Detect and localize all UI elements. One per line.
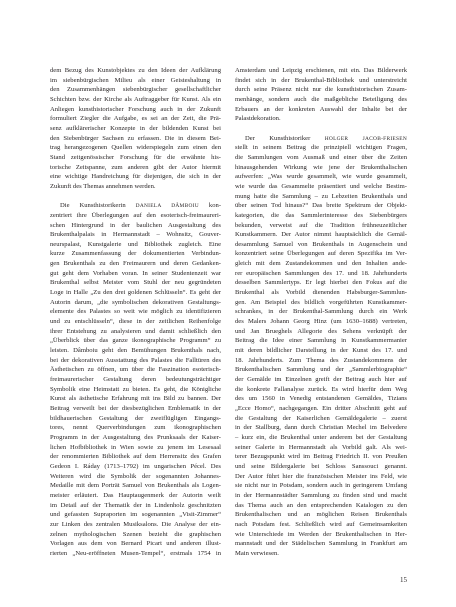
text-line: der renommierten Bibliothek auf dem Herrensitz des Grafen — [50, 453, 221, 461]
text-line: bildhauerischen Gestaltung der zweiflügligen Eingangs- — [50, 414, 221, 422]
text-line: und Jan Brueghels Allegorie des Sehens verknüpft der — [235, 327, 407, 335]
text-line: konzentriert seine Überlegungen auf deren Spezifika im Ver- — [235, 250, 407, 258]
text-line: Schichten bzw. der Kirche als Auftraggeber für Kunst. Als ein — [50, 95, 221, 103]
text-line: schen Hintergrund in der baulichen Ausgestaltung des — [50, 221, 221, 229]
text-line: leisten. Dâmboiu geht den Bemühungen Brukenthals nach, — [50, 347, 221, 355]
text-line: rierten „Neu-eröffneten Musen-Tempel“, erstmals 1754 in — [50, 549, 221, 557]
text-line: die Sammlungen vom Ausmaß und einer über die Zeiten — [235, 153, 407, 161]
text-line: zentriert ihre Überlegungen auf den esoterisch-freimaureri- — [50, 211, 221, 219]
text-line: Beitrag die Idee einer Sammlung in Kunstkammermanier — [235, 337, 407, 345]
text-line: eine wichtige Handreichung für diejenigen, die sich in der — [50, 173, 221, 181]
text-line: Der Autor führt hier die französischen Meister ins Feld, wie — [235, 472, 407, 480]
text-line: kategorien, die das Sammlerinteresse des Siebenbürgers — [235, 211, 407, 219]
text-line: wie Unterschiede im Werden der Brukenthalischen in Her- — [235, 530, 407, 538]
text-line: und zu entschlüsseln“, diese in der zeitlichen Reihenfolge — [50, 318, 221, 326]
text-line: Erbauers an der konkreten Auswahl der Inhalte bei der — [235, 105, 407, 113]
text-line: Ästhetischen zu öffnen, um über die Faszination esoterisch- — [50, 366, 221, 374]
text-line: Palastdekoration. — [235, 115, 281, 123]
text-line: Beitrag verweilt bei der diesbezüglichen Emblematik in der — [50, 404, 221, 412]
paragraph-gap — [50, 192, 221, 202]
text-line: Kunstkammern. Der Autor nimmt hauptsächlich die Gemäl- — [235, 231, 407, 239]
text-line: Brukenthalischen und an möglichen Reisen Brukenthals — [235, 511, 407, 519]
text-line: Loge in Halle „Zu den drei goldenen Schlüsseln“. Es geht der — [50, 289, 221, 297]
text-line: und seine Bildergalerie bei Schloss Sanssouci genannt. — [235, 462, 407, 470]
text-line: gut geht dem Vorhaben voran. In seiner Studentenzeit war — [50, 269, 221, 277]
text-line: und gefassten Supraporten im sogenannten „Visit-Zimmer“ — [50, 511, 221, 519]
text-line: der Gemälde im Einzelnen greift der Beitrag auch hier auf — [235, 376, 407, 383]
paragraph-lead-line — [50, 201, 221, 211]
text-line: wie wurde das Gesammelte präsentiert und welche Bestim- — [235, 182, 407, 190]
author-name: HOLGER JACOB-FRIESEN — [324, 135, 408, 142]
text-line: in der Stallburg, dann durch Christian Mechel im Belvedere — [235, 424, 407, 432]
paragraph-lead-line — [235, 134, 407, 144]
text-line: hinausgehenden Wirkung wie jene der Brukenthalischen — [235, 163, 407, 171]
paragraph — [50, 66, 221, 192]
text-line: sie nicht nur in Potsdam, sondern auch in geringerem Umfang — [235, 482, 407, 490]
text-line: Amsterdam und Leipzig erschienen, mit ein. Das Bilderwerk — [235, 67, 407, 74]
text-line: Vorlagen aus dem von Bernard Picart und anderen illust- — [50, 540, 221, 548]
text-line: des um 1560 in Venedig entstandenen Gemäldes, Tizians — [235, 395, 407, 403]
text-line: Brukenthalpalais in Hermannstadt – Wohnsitz, Gouver- — [50, 231, 221, 239]
text-line: gleich mit dem Zustandekommen und den Inhalten ande- — [235, 260, 407, 268]
text-line: „Ecce Homo“, nachgegangen. Ein dritter Abschnitt geht auf — [235, 404, 407, 412]
text-line: mit deren bildlicher Darstellung in der Kunst des 17. und — [235, 347, 407, 355]
text-line: senz aufklärerischer Konzepte in der bildenden Kunst bei — [50, 124, 221, 132]
text-line: Autorin darum, „die symbolischen dekorativen Gestaltungs- — [50, 298, 221, 306]
text-line: Medaille mit dem Porträt Samuel von Brukenthals als Logen- — [50, 482, 221, 490]
text-line: den Siebenbürger Sachsen zu erfassen. Die in diesem Bei- — [50, 134, 221, 142]
text-line: Main verwiesen. — [235, 549, 279, 557]
text-line: Symbolik eine Heimstatt zu bieten. Es geht, die Königliche — [50, 385, 221, 393]
text-line: die konkrete Fallanalyse zurück. Es wird hierfür dem Weg — [235, 385, 407, 393]
text-line: Zukunft des Themas annehmen werden. — [50, 182, 156, 190]
text-line: tores, nennt Querverbindungen zum ikonographischen — [50, 424, 221, 432]
text-line: Weiteren wird die Symbolik der sogenannten Johannes- — [50, 472, 221, 480]
text-line: Brukenthalischen Sammlung und der „Sammlerbiographie“ — [235, 366, 407, 374]
text-line: Anliegen kunsthistorischer Forschung auch in der Zukunft — [50, 105, 221, 113]
text-line: terer Bezugspunkt wird im Beitrag Friedrich II. von Preußen — [235, 453, 407, 461]
text-line: – kurz ein, die Brukenthal unter anderem bei der Gestaltung — [235, 433, 407, 441]
text-line: stellt in seinem Beitrag die prinzipiell wichtigen Fragen, — [235, 144, 407, 152]
paragraph — [235, 66, 407, 124]
text-line: nach Potsdam fest. Schließlich wird auf Gemeinsamkeiten — [235, 520, 407, 528]
text-line: elemente des Palastes so weit wie möglich zu identifizieren — [50, 308, 221, 316]
text-line: menhänge, sondern auch die maßgebliche Beteiligung des — [235, 95, 407, 103]
text-line: ihrer Entstehung zu analysieren und damit schließlich den — [50, 327, 221, 335]
text-line: mung hatte die Sammlung – zu Lebzeiten Brukenthals und — [235, 192, 407, 200]
page-number: 15 — [400, 576, 407, 584]
text-line: zelnen mythologischen Szenen bezieht die graphischen — [50, 530, 221, 538]
text-line: rer europäischen Sammlungen des 17. und 18. Jahrhunderts — [235, 269, 407, 277]
text-line: durch seine Präsenz nicht nur die kunsthistorischen Zusam- — [235, 86, 407, 94]
text-line: formuliert Ziegler die Aufgabe, es sei an der Zeit, die Prä- — [50, 115, 221, 123]
text-line: desselben Sammlertyps. Er legt hierbei den Fokus auf die — [235, 279, 407, 287]
text-line: trag herangezogenen Quellen widerspiegeln zum einen den — [50, 144, 221, 152]
text-line: gen. Am Beispiel des bildlich vorgeführten Kunstkammer- — [235, 298, 407, 306]
text-line: Brukenthal selbst Meister vom Stuhl der neu gegründeten — [50, 279, 221, 287]
text-line: das Thema auch an den entsprechenden Katalogen zu den — [235, 501, 407, 509]
left-column — [50, 66, 221, 558]
text-line: Programm in der Ausgestaltung des Prunksaals der Kaiser- — [50, 433, 221, 441]
paragraph-gap — [235, 124, 407, 134]
text-line: freimaurerischer Gestaltung deren bedeutungsträchtiger — [50, 376, 221, 383]
author-name: DANIELA DÂMBOIU — [135, 203, 199, 210]
text-line: Gedeon I. Ráday (1713–1792) im ungarischen Pécel. Des — [50, 462, 221, 470]
paragraph — [235, 134, 407, 559]
text-line: gen Brukenthals zu den Freimaurern und deren Gedanken- — [50, 260, 221, 268]
text-line: Kunst als ästhetische Erfahrung mit ins Bild zu bannen. Der — [50, 395, 221, 403]
text-line: aufwerfen: „Was wurde gesammelt, wie wurde gesammelt, — [235, 173, 407, 181]
text-line: des Malers Johann Georg Hinz (um 1630–1688) vertreten, — [235, 318, 407, 326]
lead-text: Die Kunsthistorikerin — [60, 202, 126, 210]
text-line: schrankes, in der Brukenthal-Sammlung durch ein Werk — [235, 308, 407, 316]
text-line: zur Linken des zentralen Musiksalons. Die Analyse der ein- — [50, 520, 221, 528]
text-line: findet sich in der Brukenthal-Bibliothek und unterstreicht — [235, 76, 407, 84]
text-line: in der Hermannstädter Sammlung zu finden sind und macht — [235, 491, 407, 499]
text-line: neurspalast, Kunstgalerie und Bibliothek zugleich. Eine — [50, 240, 221, 248]
right-column — [235, 66, 407, 558]
text-line: den Zusammenhängen siebenbürgischer gesellschaftlicher — [50, 86, 221, 94]
text-line: bekunden, verweist auf die Tradition frühneuzeitlicher — [235, 221, 407, 229]
paragraph — [50, 201, 221, 558]
text-line: im Detail auf der Thematik der in Lindenholz geschnitzten — [50, 501, 221, 509]
text-line: seiner Galerie in Hermannstadt als Vorbild galt. Als wei- — [235, 443, 407, 451]
text-line: die Gestaltung der Kaiserlichen Gemäldegalerie – zuerst — [235, 414, 407, 422]
lead-text: Der Kunsthistoriker — [245, 134, 311, 142]
text-line: 18. Jahrhunderts. Zum Thema des Zustandekommens der — [235, 356, 407, 364]
text-line: meister erläutert. Das Hauptaugenmerk der Autorin weilt — [50, 491, 221, 499]
text-line: kurze Zusammenfassung der dokumentierten Verbindun- — [50, 250, 221, 258]
text-line: bei der dekorativen Ausstattung des Palastes die Falltüren des — [50, 356, 221, 364]
text-line: desammlung Samuel von Brukenthals in Augenschein und — [235, 240, 407, 248]
text-line: „Überblick über das ganze ikonographische Programm“ zu — [50, 337, 221, 345]
text-line: im siebenbürgischen Milieu als einer Geisteshaltung in — [50, 76, 221, 84]
lead-text: kon- — [208, 202, 222, 210]
text-line: Stand zeitgenössischer Forschung für die erwähnte his- — [50, 153, 221, 161]
text-line: mannstadt und der Städelischen Sammlung in Frankfurt am — [235, 540, 407, 548]
text-line: Brukenthal als Vorbild dienenden Habsburger-Sammlun- — [235, 289, 407, 297]
text-line: torische Zeitspanne, zum anderen gibt der Autor hiermit — [50, 163, 221, 171]
text-line: über seinen Tod hinaus?“ Das breite Spektrum der Objekt- — [235, 202, 407, 210]
text-line: dem Bezug des Kunstobjektes zu den Ideen der Aufklärung — [50, 67, 221, 74]
text-line: lichen Hofbibliothek in Wien sowie zu jenem im Lesesaal — [50, 443, 221, 451]
